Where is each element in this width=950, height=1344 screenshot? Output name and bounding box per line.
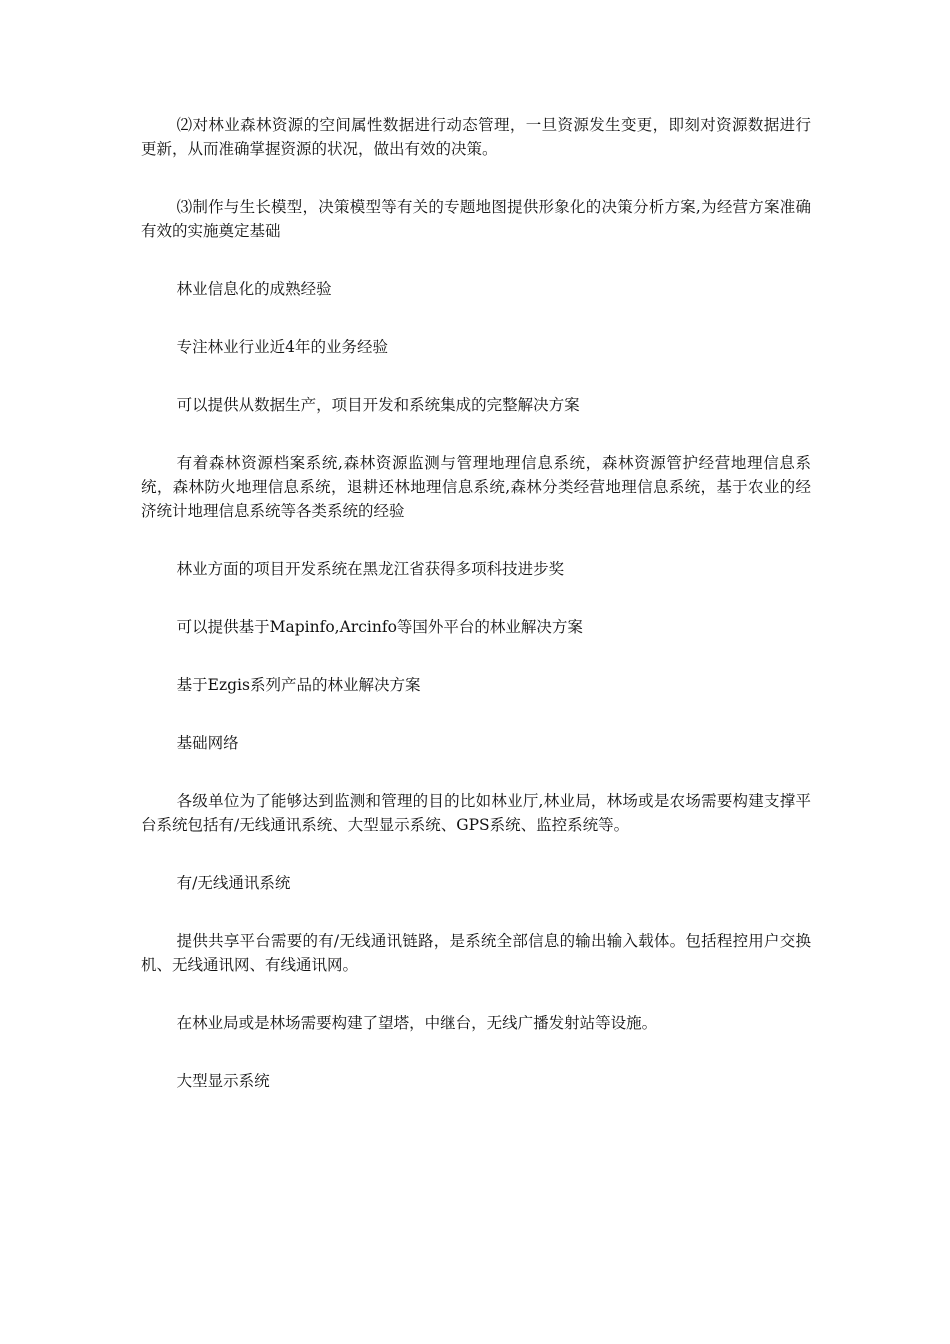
paragraph-foreign-platforms: 可以提供基于Mapinfo,Arcinfo等国外平台的林业解决方案	[176, 618, 583, 636]
paragraph-communication-links: 提供共享平台需要的有/无线通讯链路，是系统全部信息的输出输入载体。包括程控用户交换机、无线通讯网、有线通讯网。	[141, 932, 811, 974]
paragraph-heading-experience: 林业信息化的成熟经验	[176, 280, 332, 298]
paragraph-decision-model: ⑶制作与生长模型，决策模型等有关的专题地图提供形象化的决策分析方案,为经营方案准确有效的实施奠定基础	[141, 198, 811, 240]
paragraph-dynamic-management: ⑵对林业森林资源的空间属性数据进行动态管理，一旦资源发生变更，即刻对资源数据进行更新，从而准确掌握资源的状况，做出有效的决策。	[141, 116, 811, 158]
paragraph-ezgis-solution: 基于Ezgis系列产品的林业解决方案	[176, 676, 421, 694]
paragraph-system-experience: 有着森林资源档案系统,森林资源监测与管理地理信息系统，森林资源管护经营地理信息系统，森林防火地理信息系统，退耕还林地理信息系统,森林分类经营地理信息系统，基于农业的经济统计地理信息系统等各类系统的经验	[141, 454, 811, 520]
paragraph-facilities: 在林业局或是林场需要构建了望塔，中继台，无线广播发射站等设施。	[176, 1014, 658, 1032]
paragraph-heading-network: 基础网络	[176, 734, 239, 752]
paragraph-heading-display: 大型显示系统	[176, 1072, 270, 1090]
paragraph-years-experience: 专注林业行业近4年的业务经验	[176, 338, 389, 356]
paragraph-awards: 林业方面的项目开发系统在黑龙江省获得多项科技进步奖	[176, 560, 565, 578]
paragraph-support-platform: 各级单位为了能够达到监测和管理的目的比如林业厅,林业局，林场或是农场需要构建支撑平台系统包括有/无线通讯系统、大型显示系统、GPS系统、监控系统等。	[141, 792, 811, 834]
document-body	[141, 113, 811, 1127]
paragraph-heading-communication: 有/无线通讯系统	[176, 874, 291, 892]
paragraph-complete-solution: 可以提供从数据生产，项目开发和系统集成的完整解决方案	[176, 396, 580, 414]
